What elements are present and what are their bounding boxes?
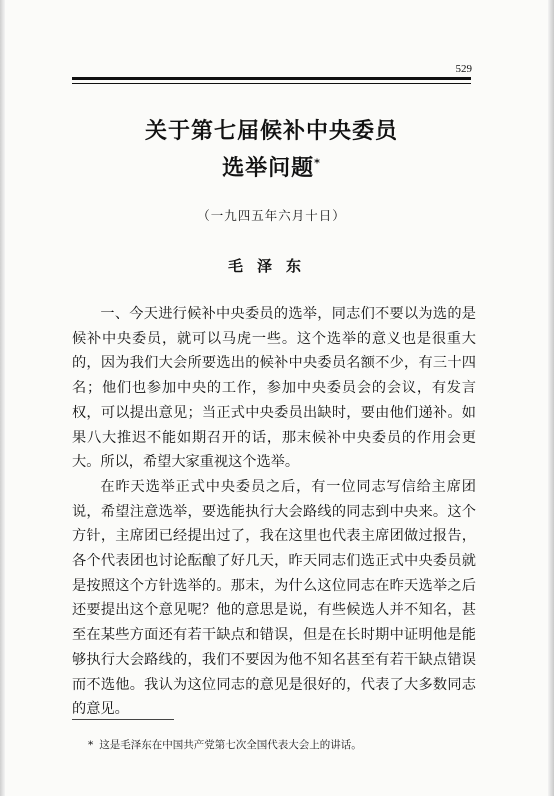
paragraph-1: 一、今天进行候补中央委员的选举，同志们不要以为选的是候补中央委员，就可以马虎一些。这个选举的意义也是很重大的，因为我们大会所要选出的候补中央委员名额不少，有三十四名；他们也参加中央的工作，参加中央委员会的会议，有发言权，可以提出意见；当正式中央委员出缺时，要由他们递补。如果八大推迟不能如期召开的话，那末候补中央委员的作用会更大。所以，希望大家重视这个选举。 — [72, 306, 476, 471]
title-line-2-text: 选举问题 — [222, 156, 315, 181]
article-body — [72, 302, 476, 722]
title-footnote-marker: * — [314, 156, 321, 170]
page-number: 529 — [455, 63, 472, 75]
page-edge-right — [548, 0, 554, 796]
author-name: 毛泽东 — [227, 257, 315, 275]
footnote-marker: * — [88, 739, 94, 751]
footnote-rule — [72, 719, 174, 720]
header-rule-thin — [72, 83, 471, 84]
paragraph-2: 在昨天选举正式中央委员之后，有一位同志写信给主席团说，希望注意选举，要选能执行大会路线的同志到中央来。这个方针，主席团已经提出过了，我在这里也代表主席团做过报告，各个代表团也讨论酝酿了好几天，昨天同志们选正式中央委员就是按照这个方针选举的。那末，为什么这位同志在昨天选举之后还要提出这个意见呢？他的意思是说，有些候选人并不知名，甚至在某些方面还有若干缺点和错误，但是在长时期中证明他是能够执行大会路线的，我们不要因为他不知名甚至有若干缺点错误而不选他。我认为这位同志的意见是很好的，代表了大多数同志的意见。 — [72, 478, 476, 718]
footnote — [88, 737, 362, 752]
speech-date: （一九四五年六月十日） — [197, 208, 346, 223]
footnote-text: 这是毛泽东在中国共产党第七次全国代表大会上的讲话。 — [99, 739, 362, 751]
header-rule-thick — [72, 77, 471, 80]
page-edge-left — [0, 0, 5, 796]
title-line-1: 关于第七届候补中央委员 — [144, 119, 398, 144]
title-line-2 — [72, 154, 471, 184]
